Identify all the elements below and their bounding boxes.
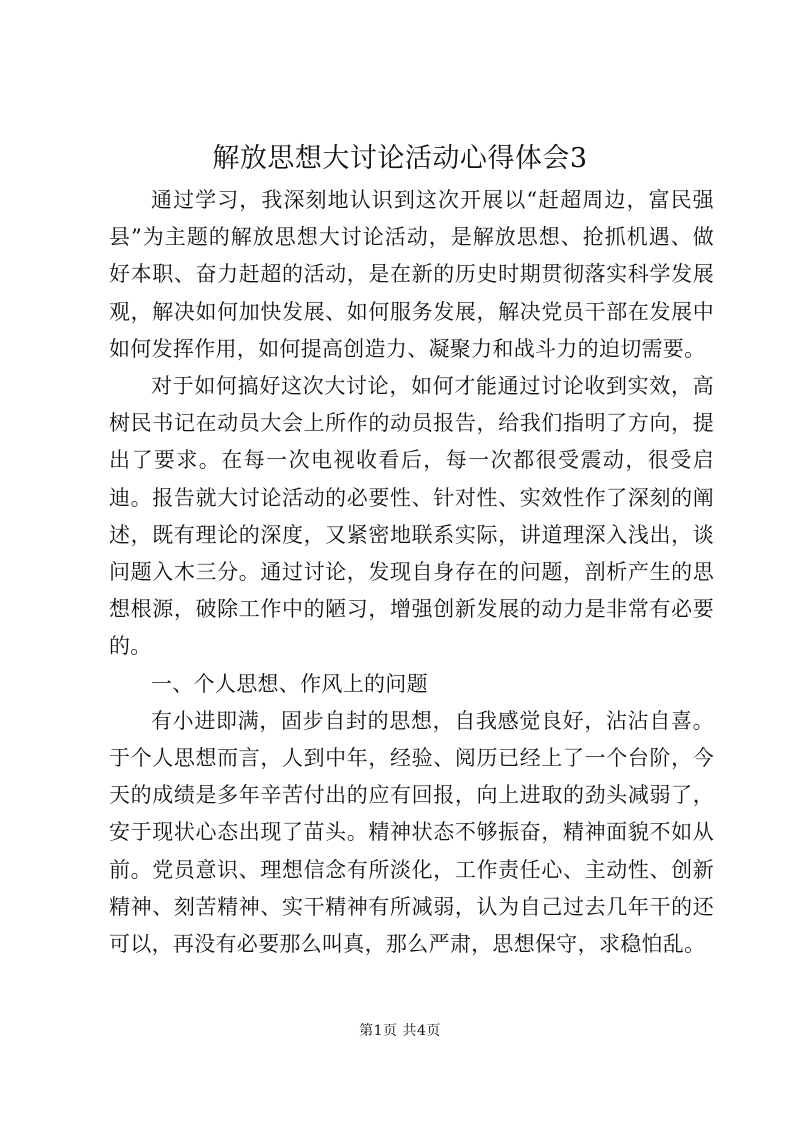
- body-paragraph: 通过学习，我深刻地认识到这次开展以“赶超周边，富民强县”为主题的解放思想大讨论活动，是解放思想、抢抓机遇、做好本职、奋力赶超的活动，是在新的历史时期贯彻落实科学发展观，解决如何加快发展、如何服务发展，解决党员干部在发展中如何发挥作用，如何提高创造力、凝聚力和战斗力的迫切需要。: [109, 188, 714, 361]
- body-paragraph: 对于如何搞好这次大讨论，如何才能通过讨论收到实效，高树民书记在动员大会上所作的动员报告，给我们指明了方向，提出了要求。在每一次电视收看后，每一次都很受震动，很受启迪。报告就大讨论活动的必要性、针对性、实效性作了深刻的阐述，既有理论的深度，又紧密地联系实际，讲道理深入浅出，谈问题入木三分。通过讨论，发现自身存在的问题，剖析产生的思想根源，破除工作中的陋习，增强创新发展的动力是非常有必要的。: [109, 374, 714, 659]
- section-paragraph: 有小进即满，固步自封的思想，自我感觉良好，沾沾自喜。于个人思想而言，人到中年，经验、阅历已经上了一个台阶，今天的成绩是多年辛苦付出的应有回报，向上进取的劲头减弱了，安于现状心态出现了苗头。精神状态不够振奋，精神面貌不如从前。党员意识、理想信念有所淡化，工作责任心、主动性、创新精神、刻苦精神、实干精神有所减弱，认为自己过去几年干的还可以，再没有必要那么叫真，那么严肃，思想保守，求稳怕乱。: [109, 708, 714, 957]
- page-footer: 第1页 共4页: [359, 1023, 441, 1039]
- document-body: [109, 182, 714, 963]
- section-heading: 一、个人思想、作风上的问题: [151, 671, 428, 696]
- document-title: 解放思想大讨论活动心得体会3: [212, 143, 588, 174]
